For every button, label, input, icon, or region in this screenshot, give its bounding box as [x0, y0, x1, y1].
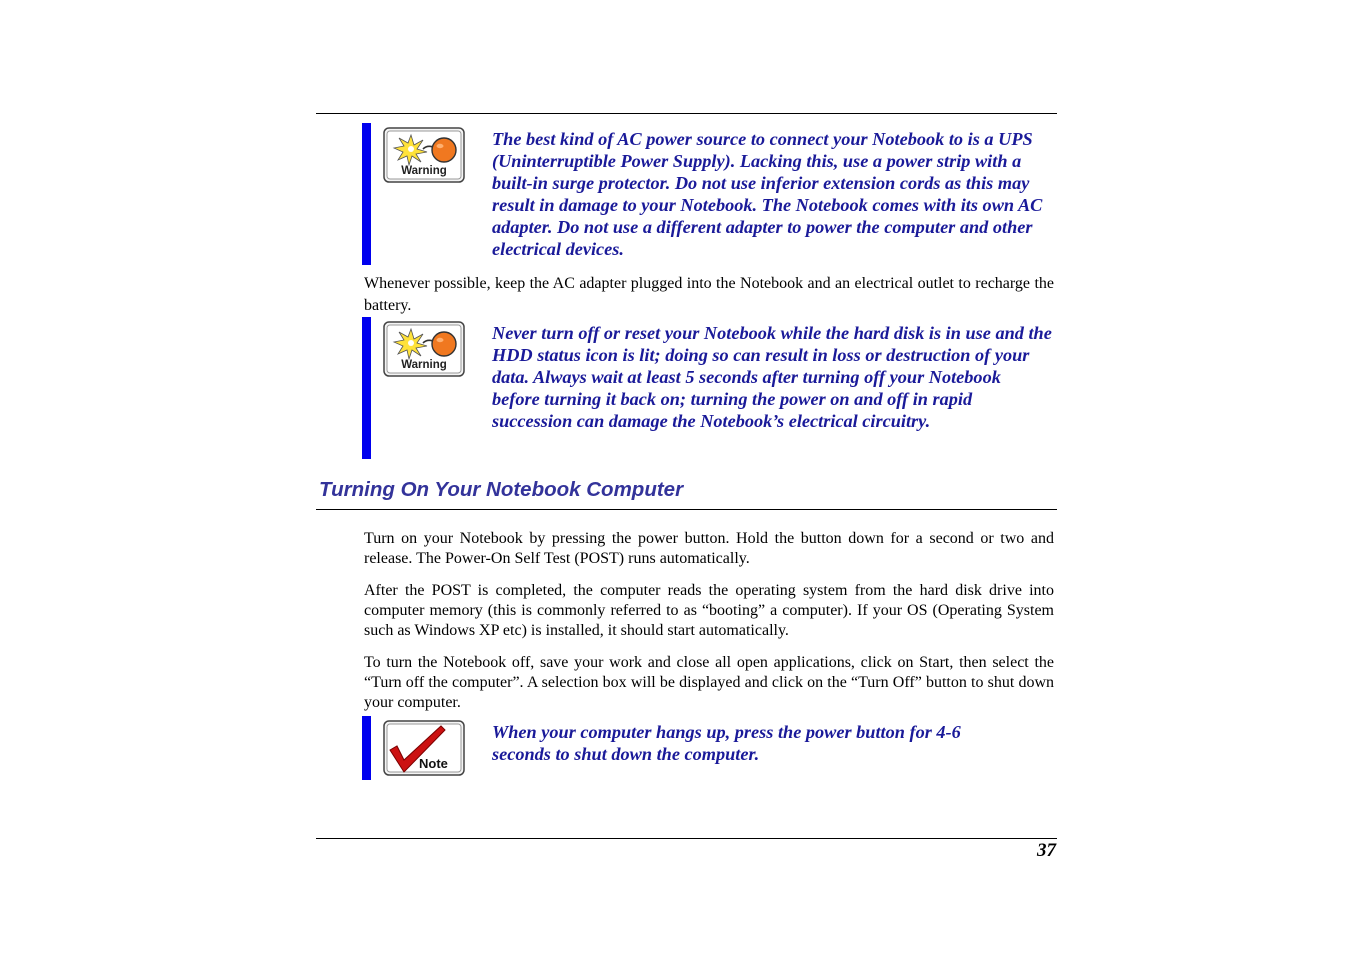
note-icon-label: Note: [419, 756, 448, 771]
top-rule: [316, 113, 1057, 114]
warning-text-power-source: The best kind of AC power source to connect your Notebook to is a UPS (Uninterruptible Power Supply). Lacking this, use a power strip with a built-in surge protector. Do not use inferior extension cords as this may result in damage to your Notebook. The Notebook comes with its own AC adapter. Do not use a different adapter to power the computer and other electrical devices.: [492, 129, 1043, 259]
warning-icon-label: Warning: [401, 165, 447, 177]
heading-rule: [316, 509, 1057, 510]
note-callout-bar: [362, 716, 371, 780]
warning-callout-bar: [362, 123, 371, 265]
warning-icon: [383, 127, 465, 183]
intro-paragraph: Whenever possible, keep the AC adapter plugged into the Notebook and an electrical outlet to recharge the battery.: [364, 275, 1054, 314]
warning-icon-label: Warning: [401, 359, 447, 371]
paragraph-turn-off: To turn the Notebook off, save your work and close all open applications, click on Start, then select the “Turn off the computer”. A selection box will be displayed and click on the “Turn Off” button to shut down your computer.: [364, 654, 1054, 711]
warning-callout-bar: [362, 317, 371, 459]
footer-rule: [316, 838, 1057, 839]
warning-icon: [383, 321, 465, 377]
paragraph-power-on: Turn on your Notebook by pressing the power button. Hold the button down for a second or two and release. The Power-On Self Test (POST) runs automatically.: [364, 530, 1054, 567]
section-heading: Turning On Your Notebook Computer: [319, 478, 684, 501]
note-text: When your computer hangs up, press the power button for 4-6 seconds to shut down the computer.: [492, 722, 961, 764]
note-icon: [383, 720, 465, 776]
paragraph-post: After the POST is completed, the computer reads the operating system from the hard disk drive into computer memory (this is commonly referred to as “booting” a computer). If your OS (Operating System such as Windows XP etc) is installed, it should start automatically.: [364, 582, 1054, 639]
warning-text-hard-disk: Never turn off or reset your Notebook while the hard disk is in use and the HDD status icon is lit; doing so can result in loss or destruction of your data. Always wait at least 5 seconds after turning off your Notebook before turning it back on; turning the power on and off in rapid succession can damage the Notebook’s electrical circuitry.: [492, 323, 1052, 431]
page-number: 37: [1037, 840, 1056, 861]
